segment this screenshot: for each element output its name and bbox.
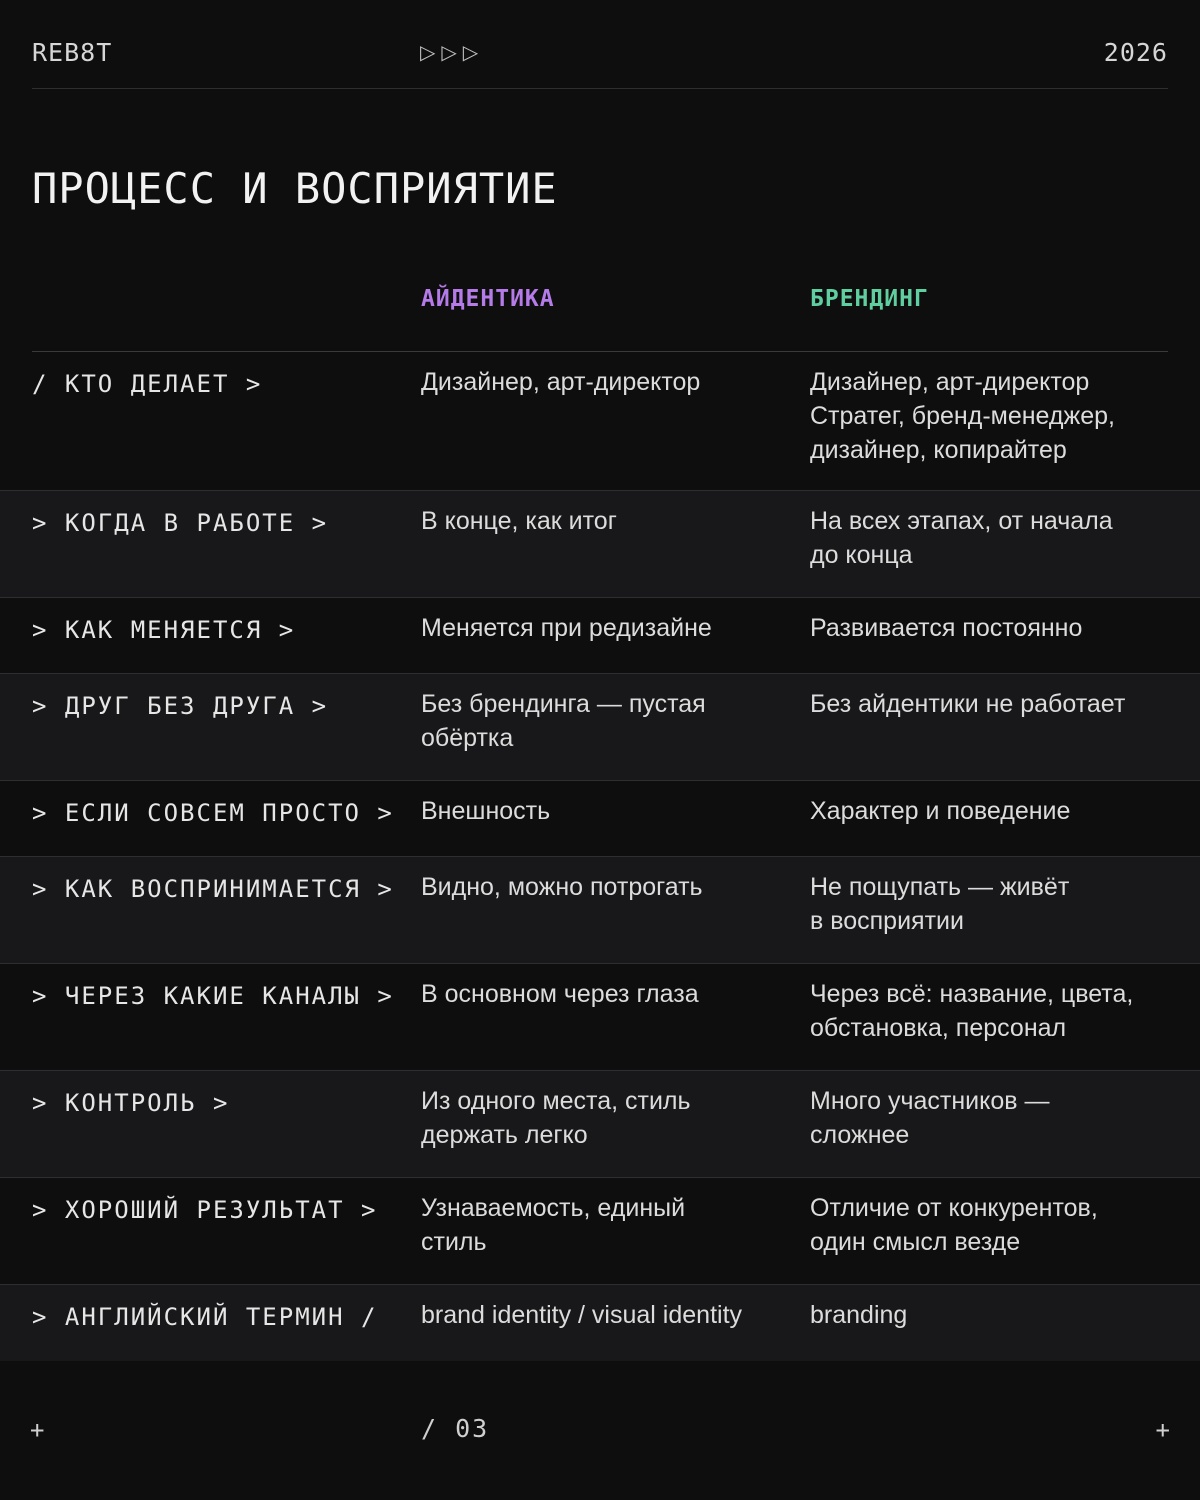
identity-cell: В конце, как итог (421, 507, 617, 535)
branding-cell: Развивается постоянно (810, 614, 1083, 642)
footer (0, 1410, 1200, 1450)
table-row (0, 856, 1200, 963)
table-row (0, 673, 1200, 780)
row-label: / КТО ДЕЛАЕТ > (32, 370, 263, 398)
row-label: > КОГДА В РАБОТЕ > (32, 509, 329, 537)
table-row (0, 597, 1200, 673)
branding-cell: На всех этапах, от начала до конца (810, 507, 1113, 569)
identity-cell: Из одного места, стиль держать легко (421, 1087, 691, 1149)
identity-cell: Внешность (421, 797, 551, 825)
identity-cell: Меняется при редизайне (421, 614, 712, 642)
table-row (0, 780, 1200, 856)
play-arrows-icon: ▷▷▷ (420, 42, 485, 64)
table-row (0, 490, 1200, 597)
top-bar (32, 34, 1168, 74)
table-row (0, 963, 1200, 1070)
branding-cell: Много участников — сложнее (810, 1087, 1050, 1149)
identity-cell: Без брендинга — пустая обёртка (421, 690, 706, 752)
table-row (0, 1177, 1200, 1284)
plus-icon: + (30, 1416, 45, 1444)
identity-cell: Видно, можно потрогать (421, 873, 703, 901)
brand-logo-text: REB8T (32, 38, 113, 67)
branding-cell: Отличие от конкурентов, один смысл везде (810, 1194, 1098, 1256)
row-label: > ЧЕРЕЗ КАКИЕ КАНАЛЫ > (32, 982, 394, 1010)
row-label: > ДРУГ БЕЗ ДРУГА > (32, 692, 329, 720)
branding-cell: Через всё: название, цвета, обстановка, персонал (810, 980, 1134, 1042)
comparison-table (0, 352, 1200, 1361)
row-label: > КАК ВОСПРИНИМАЕТСЯ > (32, 875, 394, 903)
table-row (0, 1284, 1200, 1361)
row-label: > КОНТРОЛЬ > (32, 1089, 230, 1117)
page-number: / 03 (421, 1414, 490, 1443)
identity-cell: Узнаваемость, единый стиль (421, 1194, 686, 1256)
column-header-identity: АЙДЕНТИКА (421, 286, 555, 312)
row-label: > КАК МЕНЯЕТСЯ > (32, 616, 296, 644)
identity-cell: Дизайнер, арт-директор (421, 368, 701, 396)
table-row (0, 352, 1200, 490)
row-label: > ХОРОШИЙ РЕЗУЛЬТАТ > (32, 1196, 378, 1224)
identity-cell: brand identity / visual identity (421, 1301, 743, 1329)
top-divider (32, 88, 1168, 89)
branding-cell: Без айдентики не работает (810, 690, 1126, 718)
row-label: > АНГЛИЙСКИЙ ТЕРМИН / (32, 1303, 378, 1331)
branding-cell: Характер и поведение (810, 797, 1071, 825)
branding-cell: Не пощупать — живёт в восприятии (810, 873, 1070, 935)
plus-icon: + (1155, 1416, 1170, 1444)
identity-cell: В основном через глаза (421, 980, 699, 1008)
table-row (0, 1070, 1200, 1177)
branding-cell: Дизайнер, арт-директор Стратег, бренд-менеджер, дизайнер, копирайтер (810, 368, 1115, 464)
year-label: 2026 (1103, 38, 1168, 67)
row-label: > ЕСЛИ СОВСЕМ ПРОСТО > (32, 799, 394, 827)
branding-cell: branding (810, 1301, 908, 1329)
page-title: ПРОЦЕСС И ВОСПРИЯТИЕ (32, 164, 558, 213)
column-header-branding: БРЕНДИНГ (810, 286, 929, 312)
